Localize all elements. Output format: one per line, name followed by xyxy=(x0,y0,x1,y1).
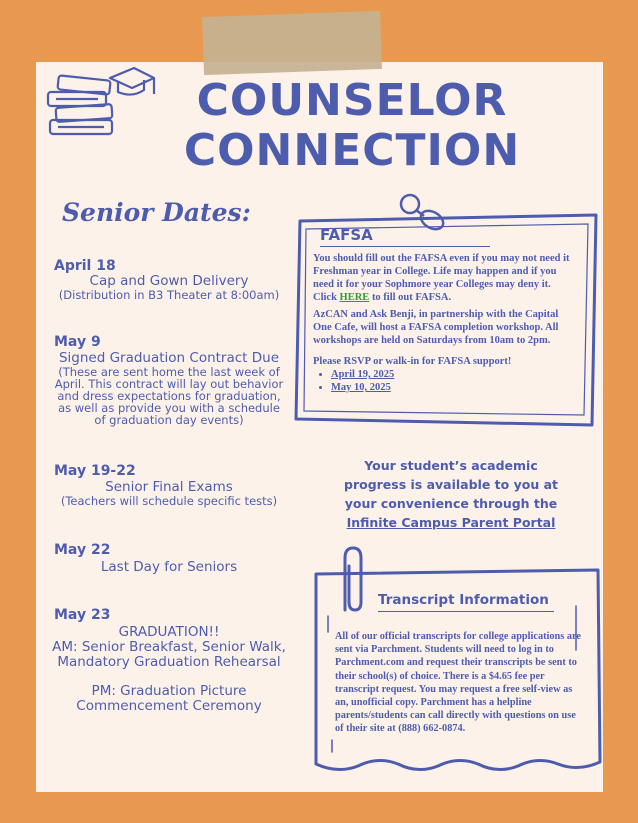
event-detail: (Teachers will schedule specific tests) xyxy=(60,494,278,508)
fafsa-title-underline xyxy=(320,246,490,247)
event-date: May 9 xyxy=(54,334,101,350)
portal-notice xyxy=(306,456,596,532)
portal-line: Your student’s academic xyxy=(364,458,538,473)
parent-portal-link[interactable]: Infinite Campus Parent Portal xyxy=(346,515,556,530)
event-title: Cap and Gown Delivery xyxy=(89,273,249,289)
event-block xyxy=(52,480,286,507)
fafsa-text: You should fill out the FAFSA even if you may not need it Freshman year in College. Life may happen and if you need it for your Sophmore year Colleges may deny it. Click xyxy=(313,253,570,303)
event-title: Signed Graduation Contract Due xyxy=(58,350,280,366)
event-block xyxy=(52,351,286,426)
fafsa-here-link[interactable]: HERE xyxy=(339,292,370,303)
transcript-title-underline xyxy=(378,611,554,612)
fafsa-date-link[interactable]: • April 19, 2025 xyxy=(331,368,575,381)
event-detail: (These are sent home the last week of April. This contract will lay out behavior and dress expectations for graduation, as well as provide you with a schedule of graduation day events) xyxy=(54,365,284,427)
fafsa-date-list xyxy=(313,368,575,394)
fafsa-paragraph xyxy=(313,252,575,304)
portal-line: your convenience through the xyxy=(344,496,558,511)
books-graduation-cap-icon xyxy=(44,64,156,144)
transcript-title: Transcript Information xyxy=(378,592,549,608)
fafsa-body xyxy=(313,252,575,394)
event-line: Commencement Ceremony xyxy=(76,698,262,714)
tape-strip xyxy=(202,11,382,75)
fafsa-rsvp: Please RSVP or walk-in for FAFSA support! xyxy=(313,356,512,367)
event-title: Senior Final Exams xyxy=(105,479,233,495)
event-block xyxy=(52,560,286,575)
page-title xyxy=(152,76,552,176)
senior-dates-heading: Senior Dates: xyxy=(62,198,251,227)
event-line: AM: Senior Breakfast, Senior Walk, xyxy=(52,639,286,655)
event-date: April 18 xyxy=(54,258,116,274)
fafsa-date-link[interactable]: • May 10, 2025 xyxy=(331,381,575,394)
transcript-body: All of our official transcripts for college applications are sent via Parchment. Students will need to log in to Parchment.com and request their transcripts be sent to their school(s) of choice. There is a $4.65 fee per transcript request. You may request a free self-view as an, unofficial copy. Parchment has a helpline parents/students can call directly with questions on use of their site at (888) 662-0874. xyxy=(335,631,581,735)
event-block xyxy=(52,274,286,301)
fafsa-text: to fill out FAFSA. xyxy=(369,292,452,303)
title-line-1: COUNSELOR xyxy=(196,75,508,126)
pacifier-icon xyxy=(398,192,448,232)
portal-line: progress is available to you at xyxy=(344,477,558,492)
event-title: Last Day for Seniors xyxy=(100,559,238,575)
event-detail: (Distribution in B3 Theater at 8:00am) xyxy=(58,288,280,302)
event-title: GRADUATION!! xyxy=(118,624,220,640)
event-date: May 22 xyxy=(54,542,111,558)
paperclip-icon xyxy=(337,544,365,616)
event-block xyxy=(52,625,286,714)
event-date: May 23 xyxy=(54,607,111,623)
fafsa-paragraph: AzCAN and Ask Benji, in partnership with the Capital One Cafe, will host a FAFSA completion workshop. All workshops are held on Saturdays from 10am to 2pm. xyxy=(313,309,559,346)
event-line: PM: Graduation Picture xyxy=(91,683,247,699)
fafsa-title: FAFSA xyxy=(320,226,373,244)
event-line: Mandatory Graduation Rehearsal xyxy=(57,654,281,670)
title-line-2: CONNECTION xyxy=(183,125,521,176)
event-date: May 19-22 xyxy=(54,463,136,479)
